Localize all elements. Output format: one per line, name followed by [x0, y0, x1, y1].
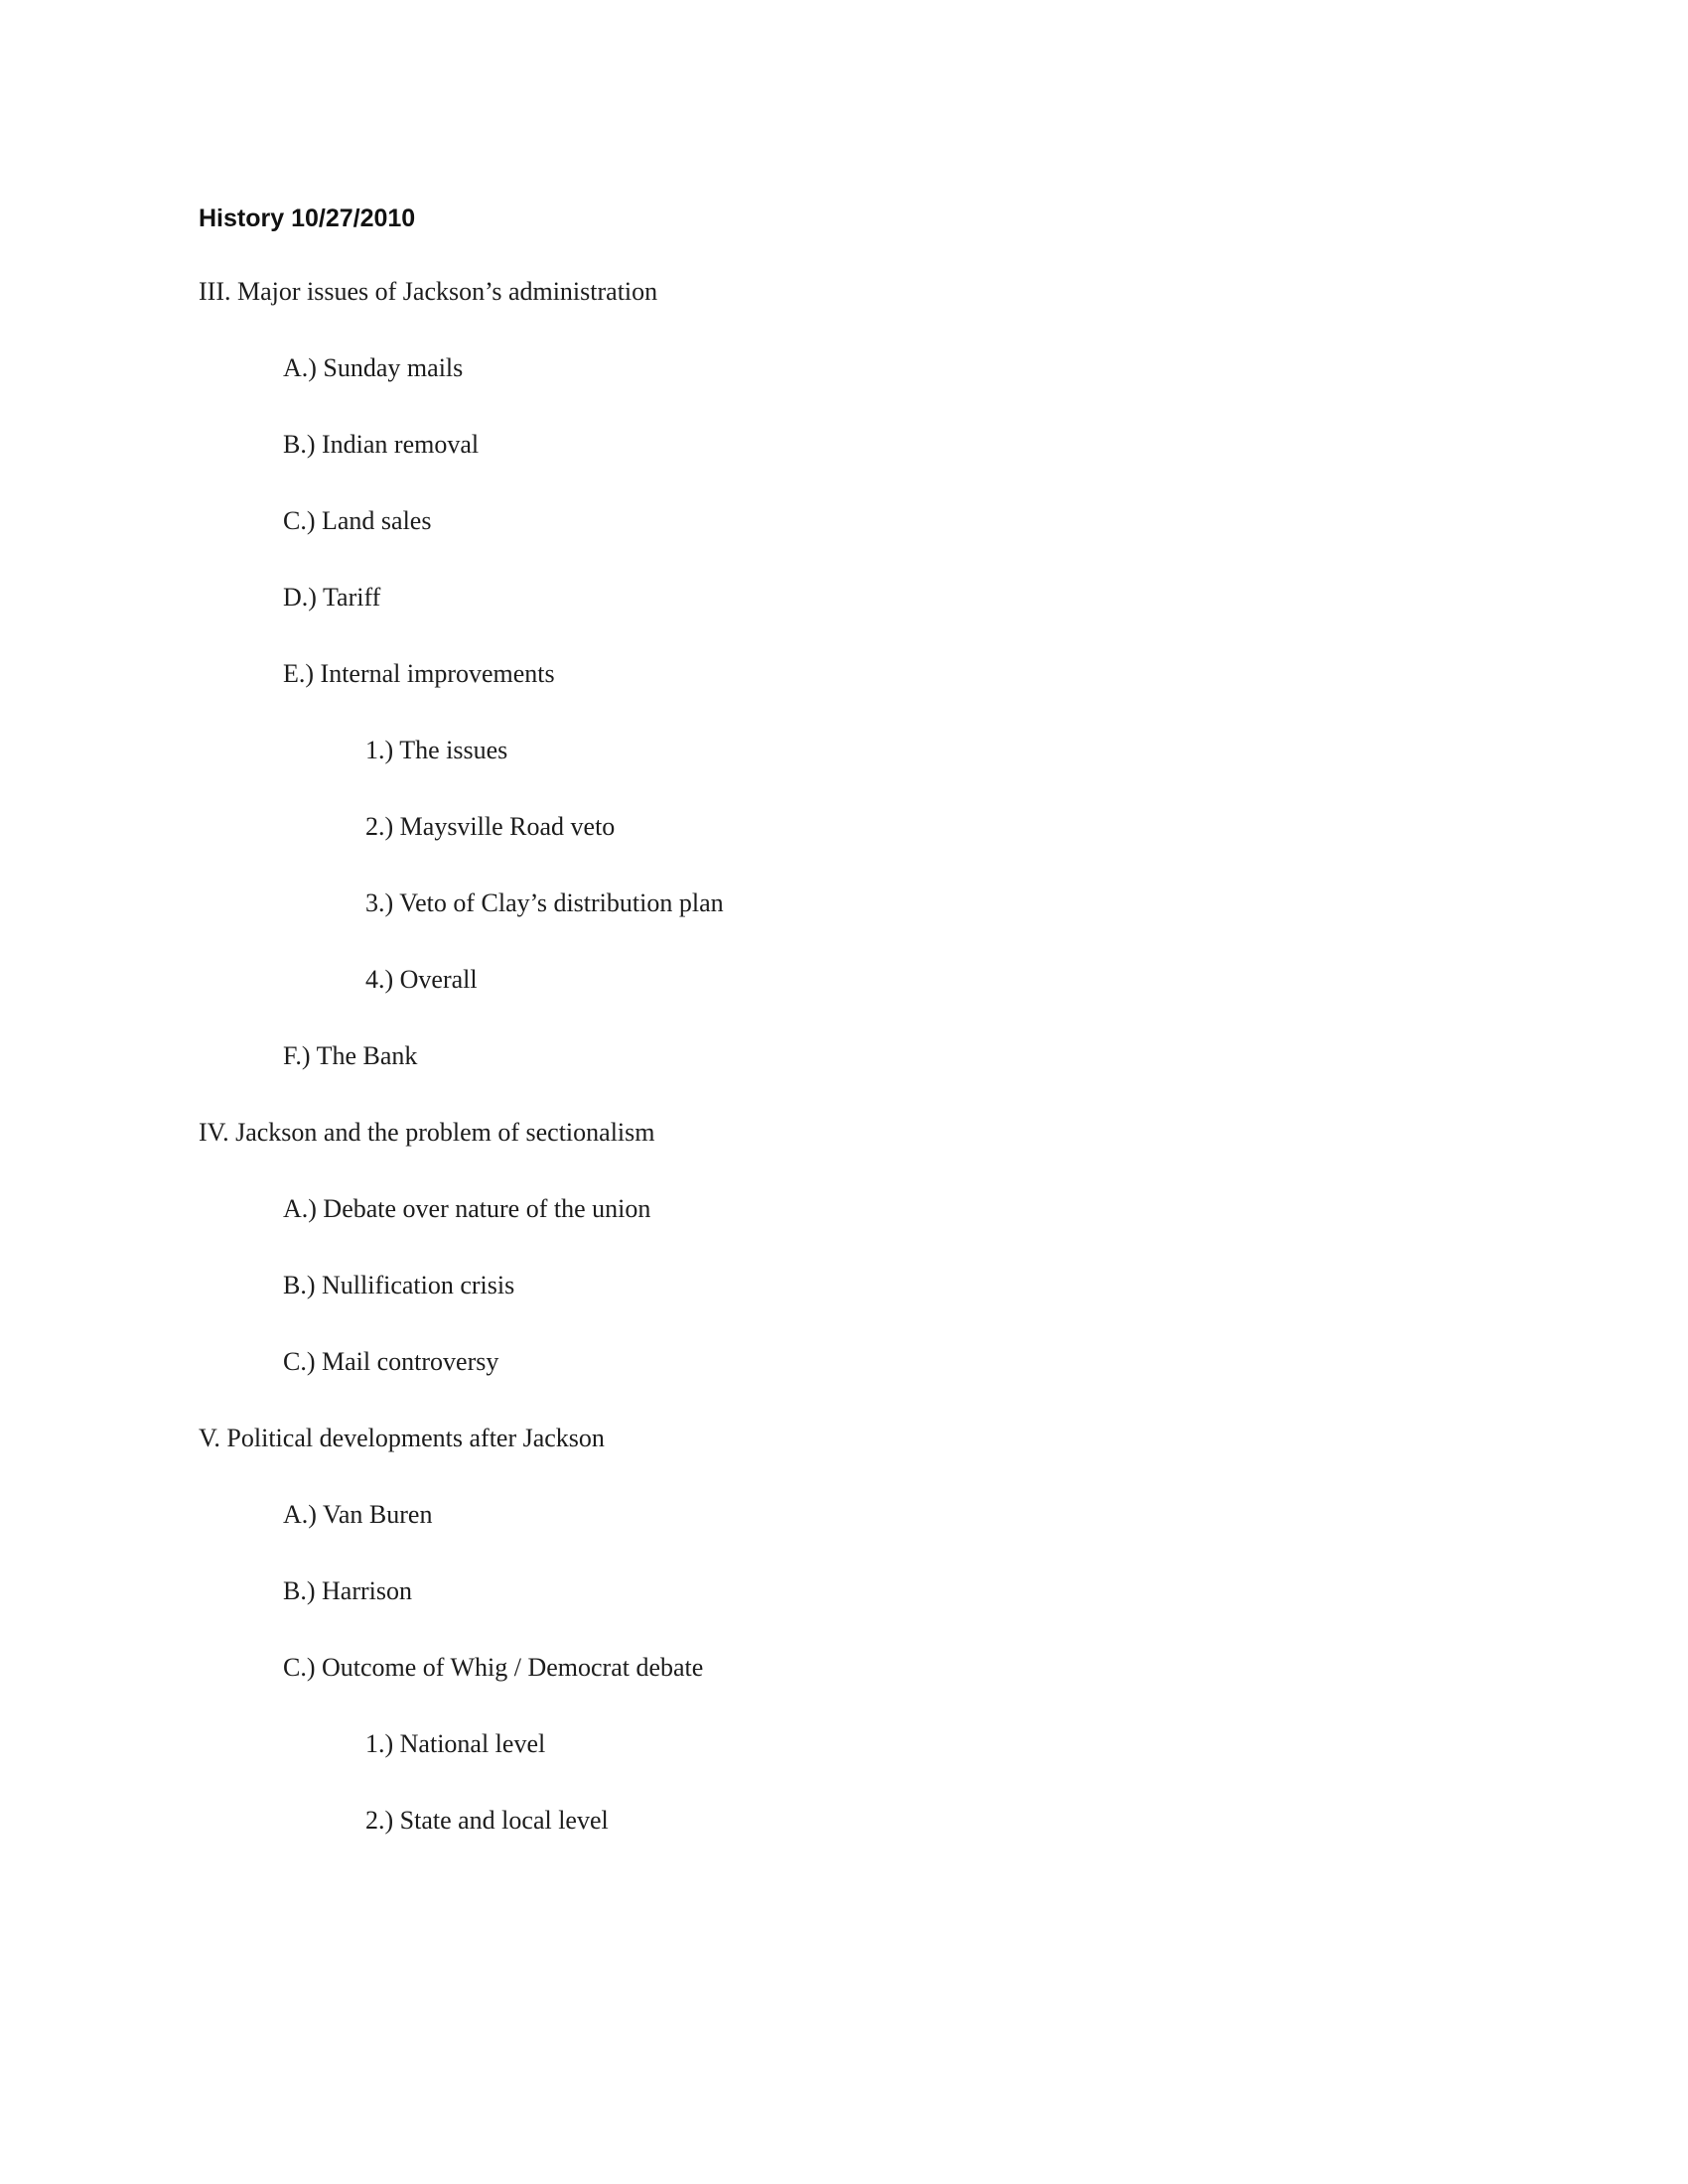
outline-item-land-sales: C.) Land sales [283, 506, 432, 535]
outline-item-harrison: B.) Harrison [283, 1576, 412, 1605]
outline-item-political-developments: V. Political developments after Jackson [199, 1424, 605, 1452]
outline-item-sunday-mails: A.) Sunday mails [283, 353, 464, 382]
outline-item-veto-distribution-plan: 3.) Veto of Clay’s distribution plan [365, 888, 724, 917]
outline-item-debate-nature-union: A.) Debate over nature of the union [283, 1194, 651, 1223]
outline-item-the-bank: F.) The Bank [283, 1041, 418, 1070]
outline-item-maysville-road-veto: 2.) Maysville Road veto [365, 812, 616, 841]
outline-item-major-issues: III. Major issues of Jackson’s administration [199, 277, 658, 306]
outline-item-whig-democrat-debate: C.) Outcome of Whig / Democrat debate [283, 1653, 704, 1682]
outline-item-mail-controversy: C.) Mail controversy [283, 1347, 499, 1376]
outline-item-indian-removal: B.) Indian removal [283, 430, 480, 459]
document-title: History 10/27/2010 [199, 205, 416, 232]
outline-item-the-issues: 1.) The issues [365, 736, 508, 764]
outline-item-overall: 4.) Overall [365, 965, 478, 994]
outline-item-state-local-level: 2.) State and local level [365, 1806, 609, 1835]
outline-item-sectionalism: IV. Jackson and the problem of sectionalism [199, 1118, 655, 1147]
outline-item-van-buren: A.) Van Buren [283, 1500, 433, 1529]
outline-item-tariff: D.) Tariff [283, 583, 381, 612]
outline-item-national-level: 1.) National level [365, 1729, 546, 1758]
outline-item-internal-improvements: E.) Internal improvements [283, 659, 555, 688]
outline-item-nullification-crisis: B.) Nullification crisis [283, 1271, 515, 1299]
